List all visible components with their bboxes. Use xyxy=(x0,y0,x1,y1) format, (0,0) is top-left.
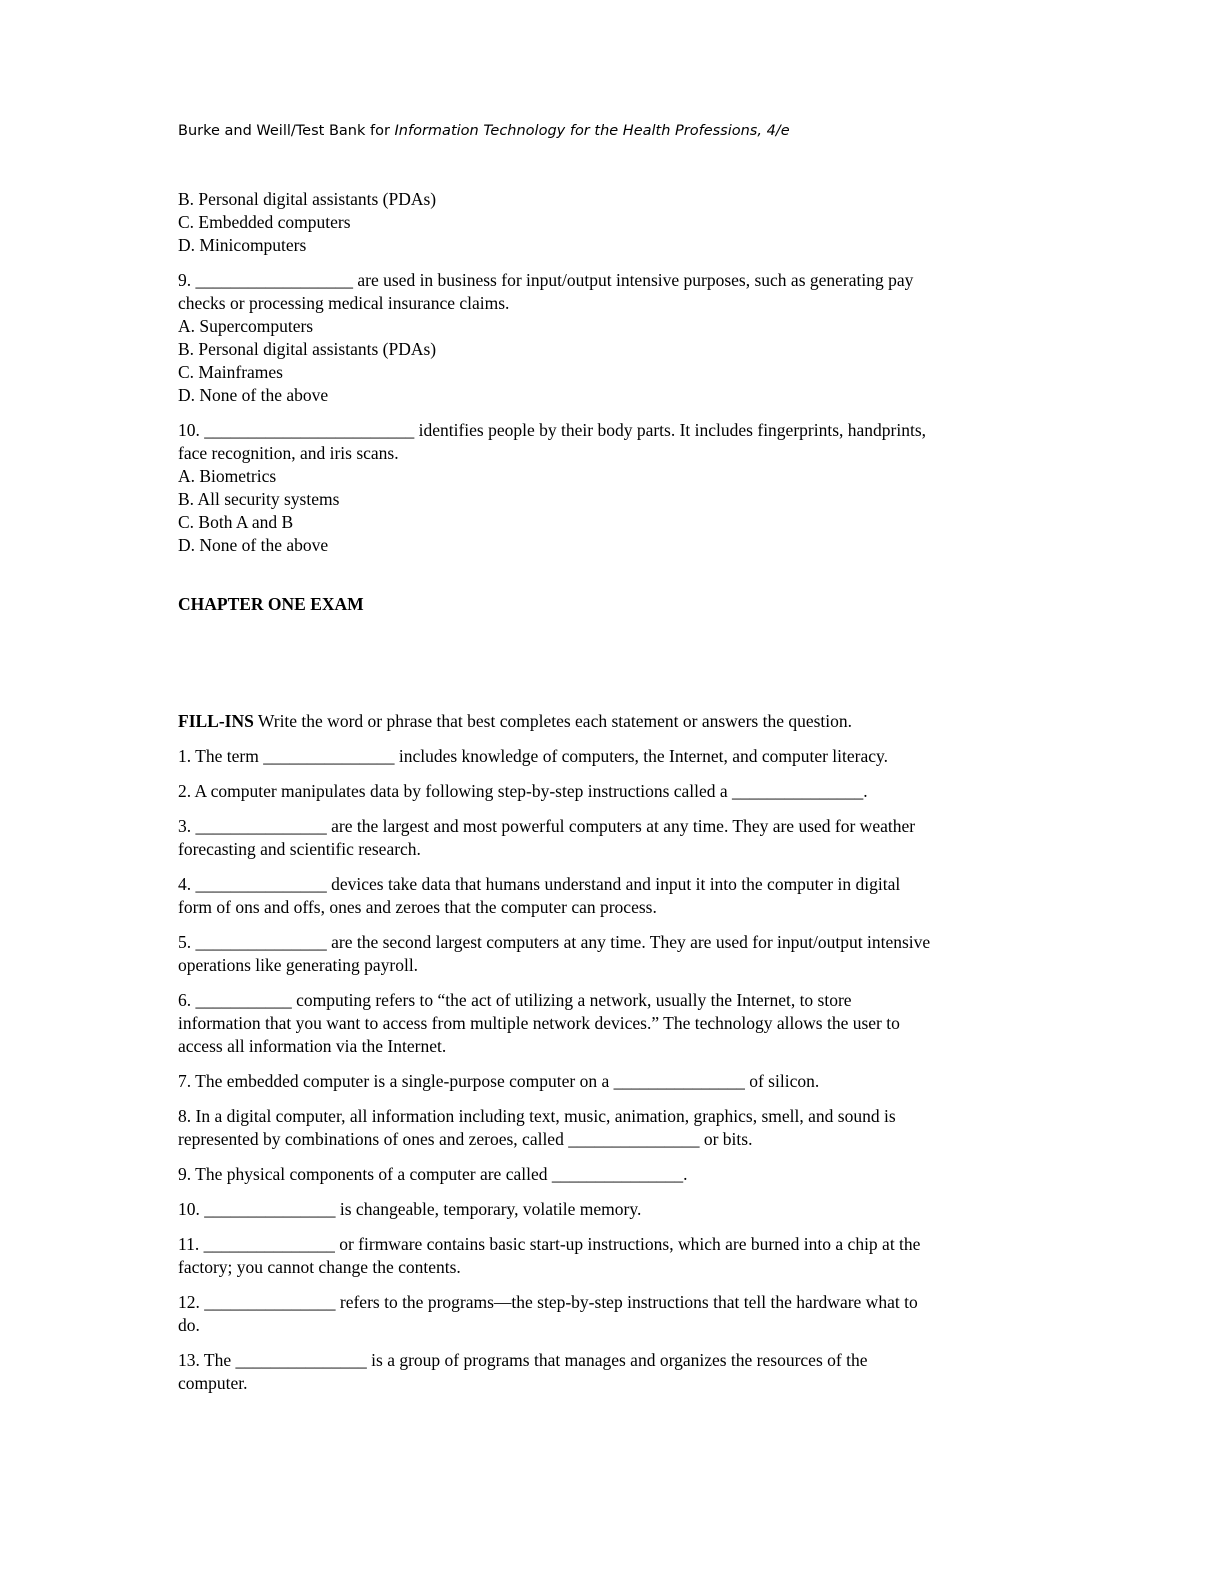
instruction-text: Write the word or phrase that best completes each statement or answers the question. xyxy=(253,711,853,731)
question-text: 11. _______________ or firmware contains basic start-up instructions, which are burned into a chip at the xyxy=(178,1234,921,1254)
fill-ins-instruction xyxy=(178,710,1038,733)
header-prefix: Burke and Weill/Test Bank for xyxy=(178,123,395,139)
question-text: 6. ___________ computing refers to “the act of utilizing a network, usually the Internet, to store xyxy=(178,990,852,1010)
option: D. None of the above xyxy=(178,535,329,555)
fill-in-question-5 xyxy=(178,931,1038,977)
question-text: form of ons and offs, ones and zeroes that the computer can process. xyxy=(178,897,657,917)
document-body xyxy=(178,188,1038,1395)
chapter-heading: CHAPTER ONE EXAM xyxy=(178,594,364,614)
fill-in-question-13 xyxy=(178,1349,1038,1395)
question-text: 5. _______________ are the second largest computers at any time. They are used for input/output intensive xyxy=(178,932,931,952)
question-text: 9. __________________ are used in business for input/output intensive purposes, such as generating pay xyxy=(178,270,914,290)
question-text: 7. The embedded computer is a single-purpose computer on a _______________ of silicon. xyxy=(178,1071,820,1091)
question-text: 10. ________________________ identifies people by their body parts. It includes fingerprints, handprints, xyxy=(178,420,927,440)
option: D. None of the above xyxy=(178,385,329,405)
fill-in-question-7 xyxy=(178,1070,1038,1093)
question-text: represented by combinations of ones and zeroes, called _______________ or bits. xyxy=(178,1129,753,1149)
question-text: 8. In a digital computer, all information including text, music, animation, graphics, smell, and sound is xyxy=(178,1106,896,1126)
question-text: access all information via the Internet. xyxy=(178,1036,447,1056)
question-text: 1. The term _______________ includes knowledge of computers, the Internet, and computer literacy. xyxy=(178,746,889,766)
fill-in-question-2 xyxy=(178,780,1038,803)
question-text: 12. _______________ refers to the programs—the step-by-step instructions that tell the hardware what to xyxy=(178,1292,918,1312)
running-header xyxy=(178,120,1078,142)
question-text: operations like generating payroll. xyxy=(178,955,419,975)
fill-in-question-10 xyxy=(178,1198,1038,1221)
question-text: do. xyxy=(178,1315,200,1335)
book-title: Information Technology for the Health Professions, 4/e xyxy=(394,123,790,139)
option: C. Embedded computers xyxy=(178,212,351,232)
mc-question-9 xyxy=(178,269,1038,407)
fill-in-question-4 xyxy=(178,873,1038,919)
question-text: 10. _______________ is changeable, temporary, volatile memory. xyxy=(178,1199,642,1219)
question-text: forecasting and scientific research. xyxy=(178,839,421,859)
option: C. Mainframes xyxy=(178,362,283,382)
mc-question-10 xyxy=(178,419,1038,557)
fill-in-question-11 xyxy=(178,1233,1038,1279)
option: A. Supercomputers xyxy=(178,316,314,336)
question-text: checks or processing medical insurance claims. xyxy=(178,293,510,313)
question-text: information that you want to access from multiple network devices.” The technology allows the user to xyxy=(178,1013,900,1033)
option: B. Personal digital assistants (PDAs) xyxy=(178,339,437,359)
question-text: face recognition, and iris scans. xyxy=(178,443,399,463)
question-text: 9. The physical components of a computer are called _______________. xyxy=(178,1164,688,1184)
fill-in-question-9 xyxy=(178,1163,1038,1186)
question-text: 3. _______________ are the largest and most powerful computers at any time. They are used for weather xyxy=(178,816,916,836)
fill-in-question-8 xyxy=(178,1105,1038,1151)
option: A. Biometrics xyxy=(178,466,277,486)
option: C. Both A and B xyxy=(178,512,294,532)
fill-in-question-3 xyxy=(178,815,1038,861)
fill-in-question-6 xyxy=(178,989,1038,1058)
option: D. Minicomputers xyxy=(178,235,307,255)
option: B. All security systems xyxy=(178,489,340,509)
option: B. Personal digital assistants (PDAs) xyxy=(178,189,437,209)
question-text: computer. xyxy=(178,1373,248,1393)
continued-options xyxy=(178,188,1038,257)
question-text: 2. A computer manipulates data by following step-by-step instructions called a _______________. xyxy=(178,781,868,801)
question-text: 13. The _______________ is a group of programs that manages and organizes the resources of the xyxy=(178,1350,868,1370)
question-text: factory; you cannot change the contents. xyxy=(178,1257,461,1277)
fill-ins-label: FILL-INS xyxy=(178,711,254,731)
fill-in-question-12 xyxy=(178,1291,1038,1337)
fill-in-question-1 xyxy=(178,745,1038,768)
question-text: 4. _______________ devices take data that humans understand and input it into the computer in digital xyxy=(178,874,901,894)
